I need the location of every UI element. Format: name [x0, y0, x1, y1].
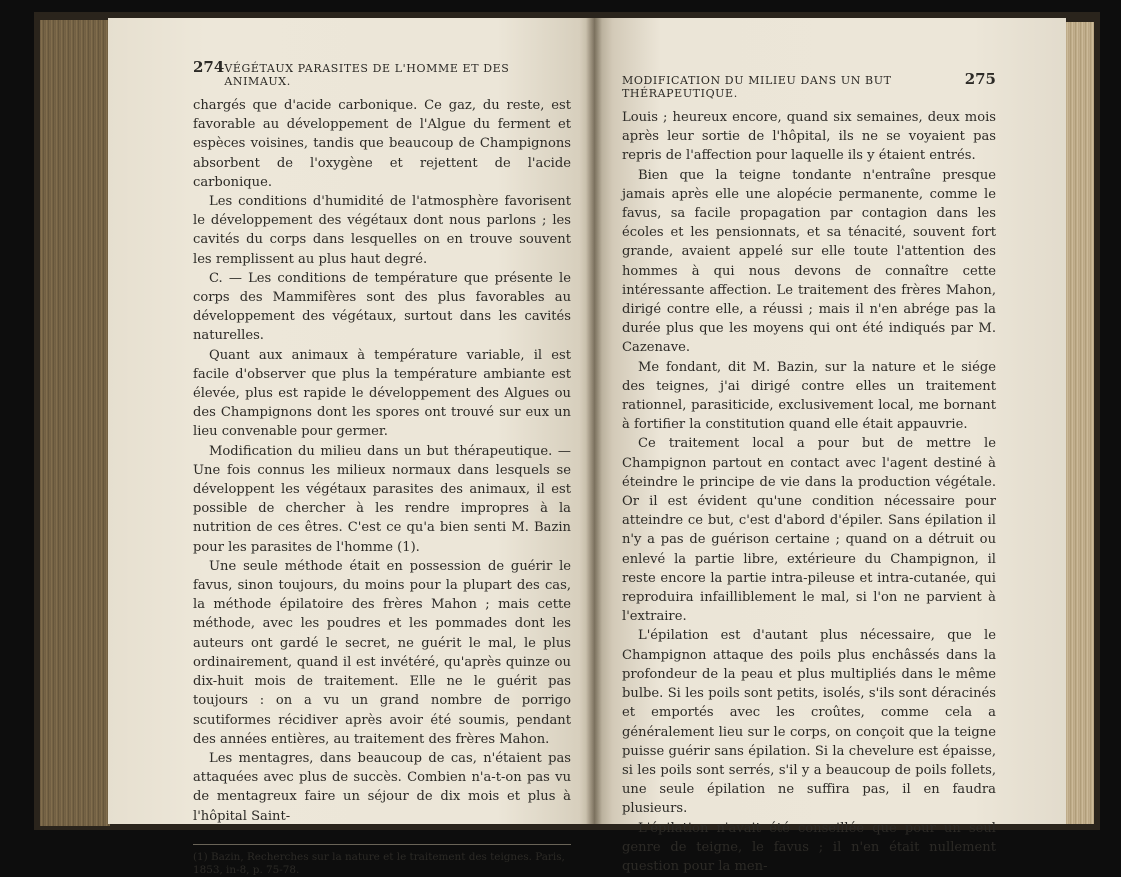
paragraph: Ce traitement local a pour but de mettre le Champignon partout en contact avec l'agent destiné à éteindre le principe de vie dans la production végétale. Or il est évident qu'une condition nécessaire pour atteindre ce but, c'est d'abord d'épiler. Sans épilation il n'y a pas de guérison certaine ; quand on a détruit ou enlevé la partie libre, extérieure du Champignon, il reste encore la partie intra-pileuse et intra-cutanée, qui reproduira infailliblement le mal, si l'on ne parvient à l'extraire.	[622, 436, 996, 625]
paragraph: Bien que la teigne tondante n'entraîne presque jamais après elle une alopécie permanente, comme le favus, sa facile propagation par contagion dans les écoles et les pensionnats, et sa ténacité, souvent fort grande, avaient appelé sur elle toute l'attention des hommes à qui nous devons de connaître cette intéressante affection. Le traitement des frères Mahon, dirigé contre elle, a réussi ; mais il n'en abrége pas la durée plus que les moyens qui ont été indiqués par M. Cazenave.	[622, 167, 996, 356]
right-page-number: 275	[964, 70, 996, 88]
right-running-head	[622, 70, 996, 100]
paragraph: L'épilation n'avait été conseillée que pour un seul genre de teigne, le favus ; il n'en était nullement question pour la men-	[622, 820, 996, 874]
page-edges-right	[1064, 22, 1094, 824]
paragraph: Les conditions d'humidité de l'atmosphère favorisent le développement des végétaux dont nous parlons ; les cavités du corps dans lesquelles on en trouve souvent les remplissent au plus haut degré.	[193, 194, 571, 267]
left-page-number: 274	[193, 58, 225, 76]
paragraph: Me fondant, dit M. Bazin, sur la nature et le siége des teignes, j'ai dirigé contre elles un traitement rationnel, parasiticide, exclusivement local, me bornant à fortifier la constitution quand elle était appauvrie.	[622, 359, 996, 433]
paragraph: chargés que d'acide carbonique. Ce gaz, du reste, est favorable au développement de l'Algue du ferment et espèces voisines, tandis que beaucoup de Champignons absorbent de l'oxygène et rejettent de l'acide carbonique.	[193, 98, 571, 190]
right-body-text	[622, 108, 996, 876]
right-running-title: MODIFICATION DU MILIEU DANS UN BUT THÉRAPEUTIQUE.	[622, 74, 892, 100]
footnote: (1) Bazin, Recherches sur la nature et le traitement des teignes. Paris, 1853, in-8, p. 75-78.	[193, 844, 571, 877]
paragraph: Louis ; heureux encore, quand six semaines, deux mois après leur sortie de l'hôpital, ils ne se voyaient pas repris de l'affection pour laquelle ils y étaient entrés.	[622, 110, 996, 164]
left-page	[108, 18, 594, 876]
right-page	[594, 18, 1066, 874]
paragraph: L'épilation est d'autant plus nécessaire, que le Champignon attaque des poils plus enchâssés dans la profondeur de la peau et plus multipliés dans le même bulbe. Si les poils sont petits, isolés, s'ils sont déracinés et emportés avec les croûtes, comme cela a généralement lieu sur le corps, on conçoit que la teigne puisse guérir sans épilation. Si la chevelure est épaisse, si les poils sont serrés, s'il y a beaucoup de poils follets, une seule épilation ne suffira pas, il en faudra plusieurs.	[622, 628, 996, 817]
left-body-text	[193, 96, 571, 826]
gutter-shadow	[586, 18, 602, 824]
left-running-head	[193, 58, 571, 88]
paragraph: Modification du milieu dans un but thérapeutique. — Une fois connus les milieux normaux dans lesquels se développent les végétaux parasites des animaux, il est possible de chercher à les rendre impropres à la nutrition de ces êtres. C'est ce qu'a bien senti M. Bazin pour les parasites de l'homme (1).	[193, 443, 571, 555]
page-edges-left	[40, 20, 110, 826]
left-running-title: VÉGÉTAUX PARASITES DE L'HOMME ET DES ANIMAUX.	[224, 62, 510, 88]
paragraph: C. — Les conditions de température que présente le corps des Mammifères sont des plus favorables au développement des végétaux, surtout dans les cavités naturelles.	[193, 270, 571, 344]
paragraph: Une seule méthode était en possession de guérir le favus, sinon toujours, du moins pour la plupart des cas, la méthode épilatoire des frères Mahon ; mais cette méthode, avec les poudres et les pommades dont les auteurs ont gardé le secret, ne guérit le mal, le plus ordinairement, quand il est invétéré, qu'après quinze ou dix-huit mois de traitement. Elle ne le guérit pas toujours : on a vu un grand nombre de porrigo scutiformes récidiver après avoir été soumis, pendant des années entières, au traitement des frères Mahon.	[193, 558, 571, 747]
paragraph: Les mentagres, dans beaucoup de cas, n'étaient pas attaquées avec plus de succès. Combien n'a-t-on pas vu de mentagreux faire un séjour de dix mois et plus à l'hôpital Saint-	[193, 750, 571, 824]
paragraph: Quant aux animaux à température variable, il est facile d'observer que plus la température ambiante est élevée, plus est rapide le développement des Algues ou des Champignons dont les spores ont trouvé sur eux un lieu convenable pour germer.	[193, 347, 571, 440]
